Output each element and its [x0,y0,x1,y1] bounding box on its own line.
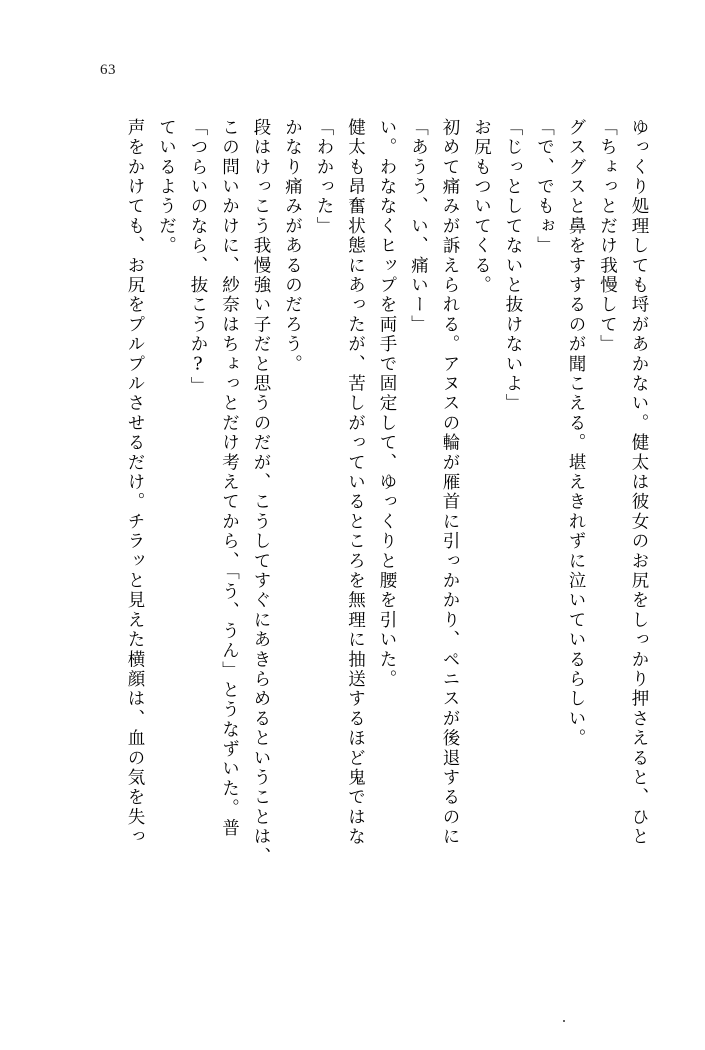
text-column: 「つらいのなら、抜こうか?」 [188,118,208,397]
text-column: 「わかった」 [314,118,334,237]
text-column: い。わななくヒップを両手で固定して、ゆっくりと腰を引いた。 [377,118,397,690]
page-footer-mark [563,1020,565,1022]
text-column: かなり痛みがあるのだろう。 [282,118,303,375]
text-column: 初めて痛みが訴えられる。アヌスの輪が雁首に引っかかり、ペニスが後退するのに [440,118,460,847]
text-column: 「あうう、い、痛いー」 [408,118,429,335]
text-column: 「じっとしてないと抜けないよ」 [503,118,523,414]
text-column: 健太も昂奮状態にあったが、苦しがっているところを無理に抽送するほど鬼ではな [345,118,366,847]
vertical-text-body [112,118,648,938]
text-column: ているようだ。 [156,118,177,256]
text-column: 段はけっこう我慢強い子だと思うのだが、こうしてすぐにあきらめるということは、 [251,118,271,867]
text-column: お尻もついてくる。 [471,118,492,296]
page-number: 63 [100,62,116,78]
text-column: ゆっくり処理しても埒があかない。健太は彼女のお尻をしっかり押さえると、ひと [629,118,649,847]
text-column: この問いかけに、紗奈はちょっとだけ考えてから、「う、うん」とうなずいた。普 [219,118,240,839]
text-column: 声をかけても、お尻をプルプルさせるだけ。チラッと見えた横顔は、血の気を失っ [125,118,145,847]
text-column: 「ちょっとだけ我慢して」 [597,118,618,355]
text-column: グスグスと鼻をすするのが聞こえる。堪えきれずに泣いているらしい。 [566,118,586,749]
text-column: 「で、でもぉ」 [534,118,555,256]
